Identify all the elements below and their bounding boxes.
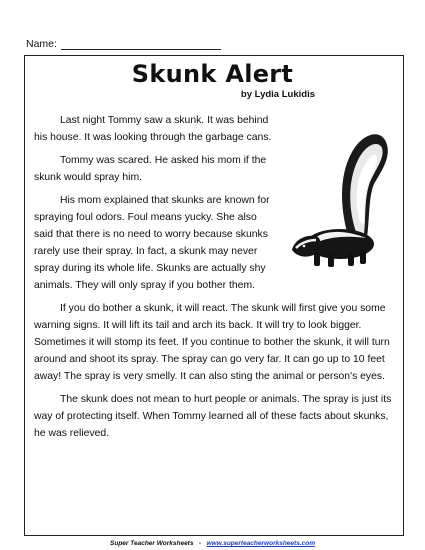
skunk-illustration-icon	[282, 122, 400, 272]
footer-brand: Super Teacher Worksheets	[110, 540, 194, 547]
name-write-line[interactable]	[61, 38, 221, 50]
story-paragraph-3: His mom explained that skunks are known for spraying foul odors. Foul means yucky. She also said that there is no need to worry because skunks rarely use their spray. In fact, a skunk may never spray during its whole life. Skunks are actually shy animals. They will only spray if you bother them.	[34, 195, 270, 291]
story-paragraph-2: Tommy was scared. He asked his mom if the skunk would spray him.	[34, 155, 267, 183]
story-byline: by Lydia Lukidis	[240, 89, 315, 100]
footer-separator: -	[198, 540, 202, 547]
page-footer	[0, 540, 425, 547]
footer-url-link[interactable]: www.superteacherworksheets.com	[206, 540, 315, 547]
story-paragraph-5: The skunk does not mean to hurt people or animals. The spray is just its way of protecting itself. When Tommy learned all of these facts about skunks, he was relieved.	[34, 394, 392, 439]
story-body	[34, 112, 396, 448]
story-title: Skunk Alert	[131, 60, 294, 88]
name-label: Name:	[26, 38, 57, 50]
story-paragraph-4: If you do bother a skunk, it will react. The skunk will first give you some warning signs. It will lift its tail and arch its back. It will try to look bigger. Sometimes it will stomp its feet. If you continue to bother the skunk, it will turn around and shoot its spray. The spray can go very far. It can go up to 10 feet away! The spray is very smelly. It can also sting the animal or person's eyes.	[34, 303, 390, 382]
name-field-row	[26, 38, 221, 50]
story-paragraph-1: Last night Tommy saw a skunk. It was behind his house. It was looking through the garbage cans.	[34, 112, 396, 146]
